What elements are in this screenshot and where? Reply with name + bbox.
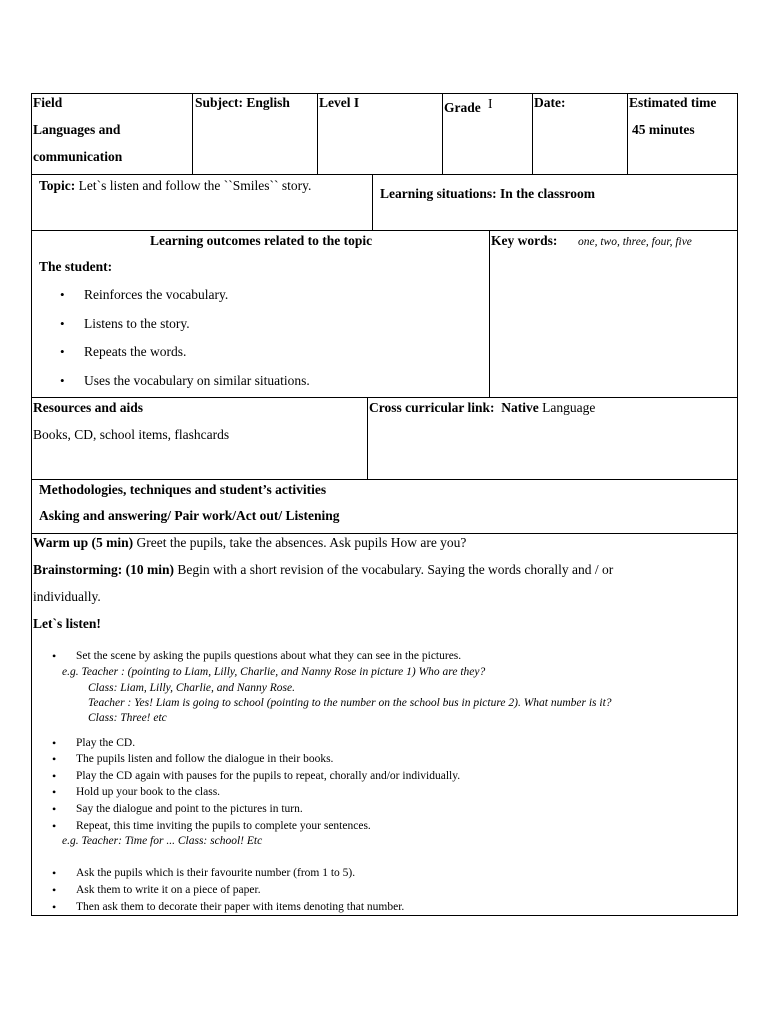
step-item: • Set the scene by asking the pupils questions about what they can see in the pictures. (76, 648, 461, 664)
brainstorm-text: Begin with a short revision of the vocabulary. Saying the words chorally and / or (177, 562, 614, 577)
brainstorming (33, 562, 613, 578)
example-class-2: Class: Three! etc (88, 712, 167, 724)
topic-label: Topic: (39, 178, 76, 193)
step-item: • Say the dialogue and point to the pictures in turn. (76, 801, 303, 817)
methodologies-text: Asking and answering/ Pair work/Act out/ Listening (39, 508, 340, 523)
estimated-time-value: 45 minutes (632, 122, 695, 137)
example-class-1: Class: Liam, Lilly, Charlie, and Nanny Rose. (88, 682, 296, 694)
estimated-time-label: Estimated time (629, 95, 717, 110)
topic-text: Let`s listen and follow the ``Smiles`` story. (78, 178, 312, 193)
warmup-text: Greet the pupils, take the absences. Ask pupils How are you? (136, 535, 467, 550)
cross-curricular-link (369, 400, 595, 416)
learning-situations: Learning situations: In the classroom (380, 186, 596, 201)
example-teacher-2: Teacher : Yes! Liam is going to school (pointing to the number on the school bus in picture 2). What number is it? (88, 697, 612, 709)
cross-language: Language (542, 400, 596, 415)
subject-label: Subject: English (195, 95, 290, 110)
date-label: Date: (534, 95, 566, 110)
student-label: The student: (39, 259, 113, 274)
field-label: Field (33, 95, 63, 110)
step-item: • Play the CD. (76, 735, 135, 751)
topic (39, 178, 311, 194)
warmup-label: Warm up (5 min) (33, 535, 134, 550)
step-item: • Then ask them to decorate their paper with items denoting that number. (76, 899, 404, 915)
step-item: • The pupils listen and follow the dialogue in their books. (76, 751, 333, 767)
cross-native: Native (501, 400, 539, 415)
grade-value: I (488, 96, 493, 111)
grade-label: Grade (444, 100, 481, 115)
level-label: Level I (319, 95, 360, 110)
resources-text: Books, CD, school items, flashcards (33, 427, 230, 442)
cross-label: Cross curricular link: (369, 400, 495, 415)
step-item: • Ask them to write it on a piece of paper. (76, 882, 261, 898)
outcome-item: • Uses the vocabulary on similar situations. (84, 373, 310, 389)
lets-listen-label: Let`s listen! (33, 616, 101, 631)
field-value-line1: Languages and (33, 122, 121, 137)
step-item: • Play the CD again with pauses for the pupils to repeat, chorally and/or individually. (76, 768, 460, 784)
step-item: • Repeat, this time inviting the pupils to complete your sentences. (76, 818, 371, 834)
step-item: • Hold up your book to the class. (76, 784, 220, 800)
outcome-item: • Reinforces the vocabulary. (84, 287, 228, 303)
resources-label: Resources and aids (33, 400, 144, 415)
example-teacher-1: e.g. Teacher : (pointing to Liam, Lilly, Charlie, and Nanny Rose in picture 1) Who are they? (62, 666, 486, 678)
keywords-label: Key words: (491, 233, 558, 248)
outcomes-title: Learning outcomes related to the topic (150, 233, 373, 248)
field-value-line2: communication (33, 149, 123, 164)
keywords-text: one, two, three, four, five (578, 236, 692, 248)
brainstorm-label: Brainstorming: (10 min) (33, 562, 174, 577)
step-item: • Ask the pupils which is their favourite number (from 1 to 5). (76, 865, 355, 881)
outcome-item: • Repeats the words. (84, 344, 186, 360)
example-2: e.g. Teacher: Time for ... Class: school! Etc (62, 835, 263, 847)
outcome-item: • Listens to the story. (84, 316, 190, 332)
methodologies-title: Methodologies, techniques and student’s activities (39, 482, 327, 497)
brainstorm-text-continued: individually. (33, 589, 101, 604)
warmup (33, 535, 466, 551)
